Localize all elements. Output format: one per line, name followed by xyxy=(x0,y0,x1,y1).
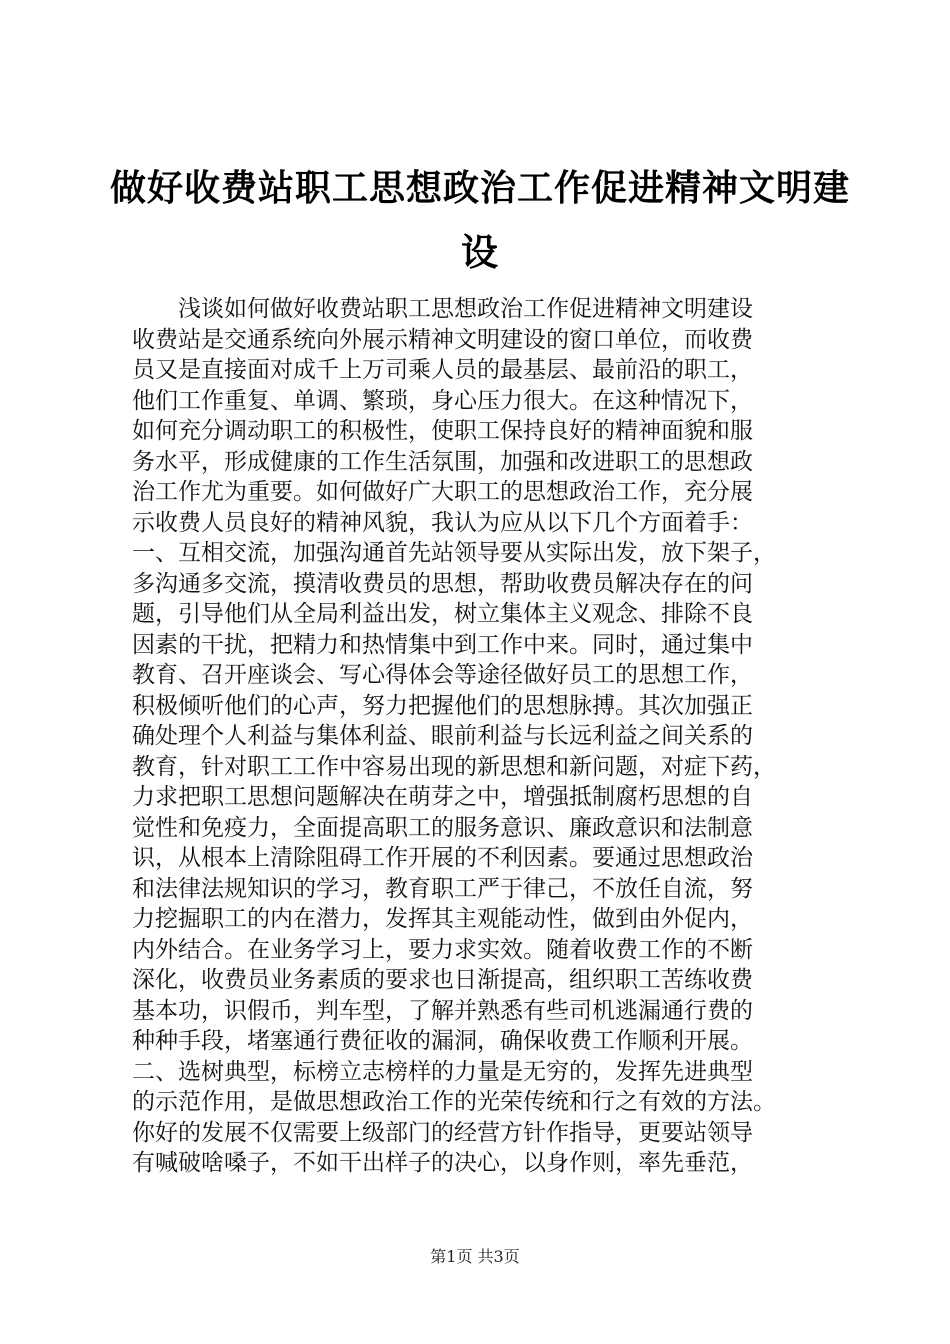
body-text-line: 的示范作用，是做思想政治工作的光荣传统和行之有效的方法。 xyxy=(132,1089,776,1115)
body-text-line: 积极倾听他们的心声，努力把握他们的思想脉搏。其次加强正 xyxy=(132,692,753,719)
body-text-line: 因素的干扰，把精力和热情集中到工作中来。同时，通过集中 xyxy=(132,631,753,658)
body-text-line: 教育、召开座谈会、写心得体会等途径做好员工的思想工作， xyxy=(132,662,753,688)
body-text-line: 你好的发展不仅需要上级部门的经营方针作指导，更要站领导 xyxy=(132,1119,753,1146)
body-text-line: 多沟通多交流，摸清收费员的思想，帮助收费员解决存在的问 xyxy=(132,570,753,597)
page-footer: 第1页 共3页 xyxy=(430,1247,520,1266)
body-text-line: 收费站是交通系统向外展示精神文明建设的窗口单位，而收费 xyxy=(132,326,753,353)
document-title-line-2: 设 xyxy=(461,230,499,274)
body-text-line: 务水平，形成健康的工作生活氛围，加强和改进职工的思想政 xyxy=(132,448,753,475)
body-text-line: 二、选树典型，标榜立志榜样的力量是无穷的，发挥先进典型 xyxy=(132,1058,753,1085)
body-text-line: 一、互相交流，加强沟通首先站领导要从实际出发，放下架子， xyxy=(132,540,776,566)
body-text-line: 有喊破啥嗓子，不如干出样子的决心，以身作则，率先垂范， xyxy=(132,1150,753,1176)
body-text-line: 深化，收费员业务素质的要求也日渐提高，组织职工苦练收费 xyxy=(132,967,753,993)
body-text-line: 员又是直接面对成千上万司乘人员的最基层、最前沿的职工， xyxy=(132,357,753,383)
body-text-line: 题，引导他们从全局利益出发，树立集体主义观念、排除不良 xyxy=(132,601,753,627)
body-text-line: 教育，针对职工工作中容易出现的新思想和新问题，对症下药， xyxy=(132,753,776,780)
body-text-line: 示收费人员良好的精神风貌，我认为应从以下几个方面着手： xyxy=(132,509,753,536)
body-text-line: 基本功，识假币，判车型，了解并熟悉有些司机逃漏通行费的 xyxy=(132,997,753,1024)
body-text-line: 识，从根本上清除阻碍工作开展的不利因素。要通过思想政治 xyxy=(132,845,753,871)
body-text-line: 力挖掘职工的内在潜力，发挥其主观能动性，做到由外促内， xyxy=(132,906,753,932)
body-text-line: 浅谈如何做好收费站职工思想政治工作促进精神文明建设 xyxy=(132,296,753,322)
body-text-line: 种种手段，堵塞通行费征收的漏洞，确保收费工作顺利开展。 xyxy=(132,1028,753,1054)
document-body xyxy=(132,294,842,1179)
body-text-line: 内外结合。在业务学习上，要力求实效。随着收费工作的不断 xyxy=(132,936,753,963)
body-text-line: 觉性和免疫力，全面提高职工的服务意识、廉政意识和法制意 xyxy=(132,814,753,841)
body-text-line: 如何充分调动职工的积极性，使职工保持良好的精神面貌和服 xyxy=(132,418,753,444)
body-text-line: 他们工作重复、单调、繁琐，身心压力很大。在这种情况下， xyxy=(132,387,753,414)
body-text-line: 力求把职工思想问题解决在萌芽之中，增强抵制腐朽思想的自 xyxy=(132,784,753,810)
document-title-line-1: 做好收费站职工思想政治工作促进精神文明建 xyxy=(110,167,851,209)
body-text-line: 治工作尤为重要。如何做好广大职工的思想政治工作，充分展 xyxy=(132,479,753,505)
body-text-line: 和法律法规知识的学习，教育职工严于律己，不放任自流，努 xyxy=(132,875,753,902)
body-text-line: 确处理个人利益与集体利益、眼前利益与长远利益之间关系的 xyxy=(132,723,753,749)
